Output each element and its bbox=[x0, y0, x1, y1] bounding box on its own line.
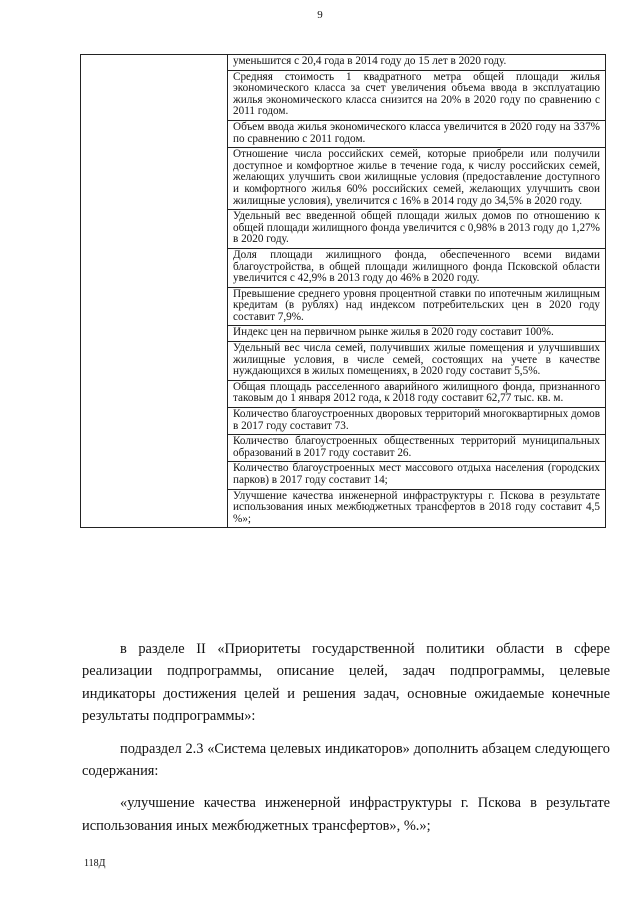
table-entry: Средняя стоимость 1 квадратного метра общей площади жилья экономического класса за счет увеличения объема ввода в эксплуатацию жилья экономического класса снизится на 20% в 2020 году по сравнению с 2011 годом. bbox=[228, 70, 605, 120]
paragraph-section-two: в разделе II «Приоритеты государственной политики области в сфере реализации подпрограммы, описание целей, задач подпрограммы, целевые индикаторы достижения целей и решения задач, основные ожидаемые конечные результаты подпрограммы»: bbox=[82, 641, 610, 725]
results-cell bbox=[228, 55, 606, 528]
table-entry: Превышение среднего уровня процентной ставки по ипотечным жилищным кредитам (в рублях) над индексом потребительских цен в 2020 году составит 7,9%. bbox=[228, 287, 605, 326]
table-row bbox=[81, 55, 606, 528]
table-entry: Индекс цен на первичном рынке жилья в 2020 году составит 100%. bbox=[228, 325, 605, 341]
table-entry: Количество благоустроенных общественных территорий муниципальных образований в 2017 году составит 26. bbox=[228, 434, 605, 461]
table-entry: Общая площадь расселенного аварийного жилищного фонда, признанного таковым до 1 января 2012 года, к 2018 году составит 62,77 тыс. кв. м. bbox=[228, 380, 605, 407]
table-entry: Улучшение качества инженерной инфраструктуры г. Пскова в результате использования иных межбюджетных трансфертов в 2018 году составит 4,5 %»; bbox=[228, 489, 605, 528]
results-table bbox=[80, 54, 606, 528]
table-entry: уменьшится с 20,4 года в 2014 году до 15 лет в 2020 году. bbox=[233, 55, 507, 67]
paragraph-quote: «улучшение качества инженерной инфраструктуры г. Пскова в результате использования иных межбюджетных трансфертов», %.»; bbox=[82, 795, 610, 834]
paragraph-subsection: подраздел 2.3 «Система целевых индикаторов» дополнить абзацем следующего содержания: bbox=[82, 740, 610, 780]
table-entry: Количество благоустроенных мест массового отдыха населения (городских парков) в 2017 году составит 14; bbox=[228, 461, 605, 488]
empty-left-cell bbox=[81, 55, 228, 528]
table-entry: Удельный вес числа семей, получивших жилые помещения и улучшивших жилищные условия, в числе семей, состоящих на учете в качестве нуждающихся в жилых помещениях, в 2020 году составит 5,5%. bbox=[228, 341, 605, 380]
table-entry: Объем ввода жилья экономического класса увеличится в 2020 году на 337% по сравнению с 2011 годом. bbox=[228, 120, 605, 147]
table-entry: Удельный вес введенной общей площади жилых домов по отношению к общей площади жилищного фонда увеличится с 0,98% в 2013 году до 1,27% в 2020 году. bbox=[228, 209, 605, 248]
table-entry: Количество благоустроенных дворовых территорий многоквартирных домов в 2017 году составит 73. bbox=[228, 407, 605, 434]
document-code: 118Д bbox=[84, 858, 106, 869]
table-entry: Отношение числа российских семей, которые приобрели или получили доступное и комфортное жилье в течение года, к числу российских семей, желающих улучшить свои жилищные условия (предоставление доступного и комфортного жилья 60% российских семей, желающих улучшить свои жилищные условия), увеличится с 16% в 2014 году до 34,5% в 2020 году. bbox=[228, 147, 605, 209]
body-text bbox=[82, 638, 610, 837]
page-number: 9 bbox=[317, 9, 323, 21]
table-entry: Доля площади жилищного фонда, обеспеченного всеми видами благоустройства, в общей площади жилищного фонда Псковской области увеличится с 42,9% в 2013 году до 46% в 2020 году. bbox=[228, 248, 605, 287]
